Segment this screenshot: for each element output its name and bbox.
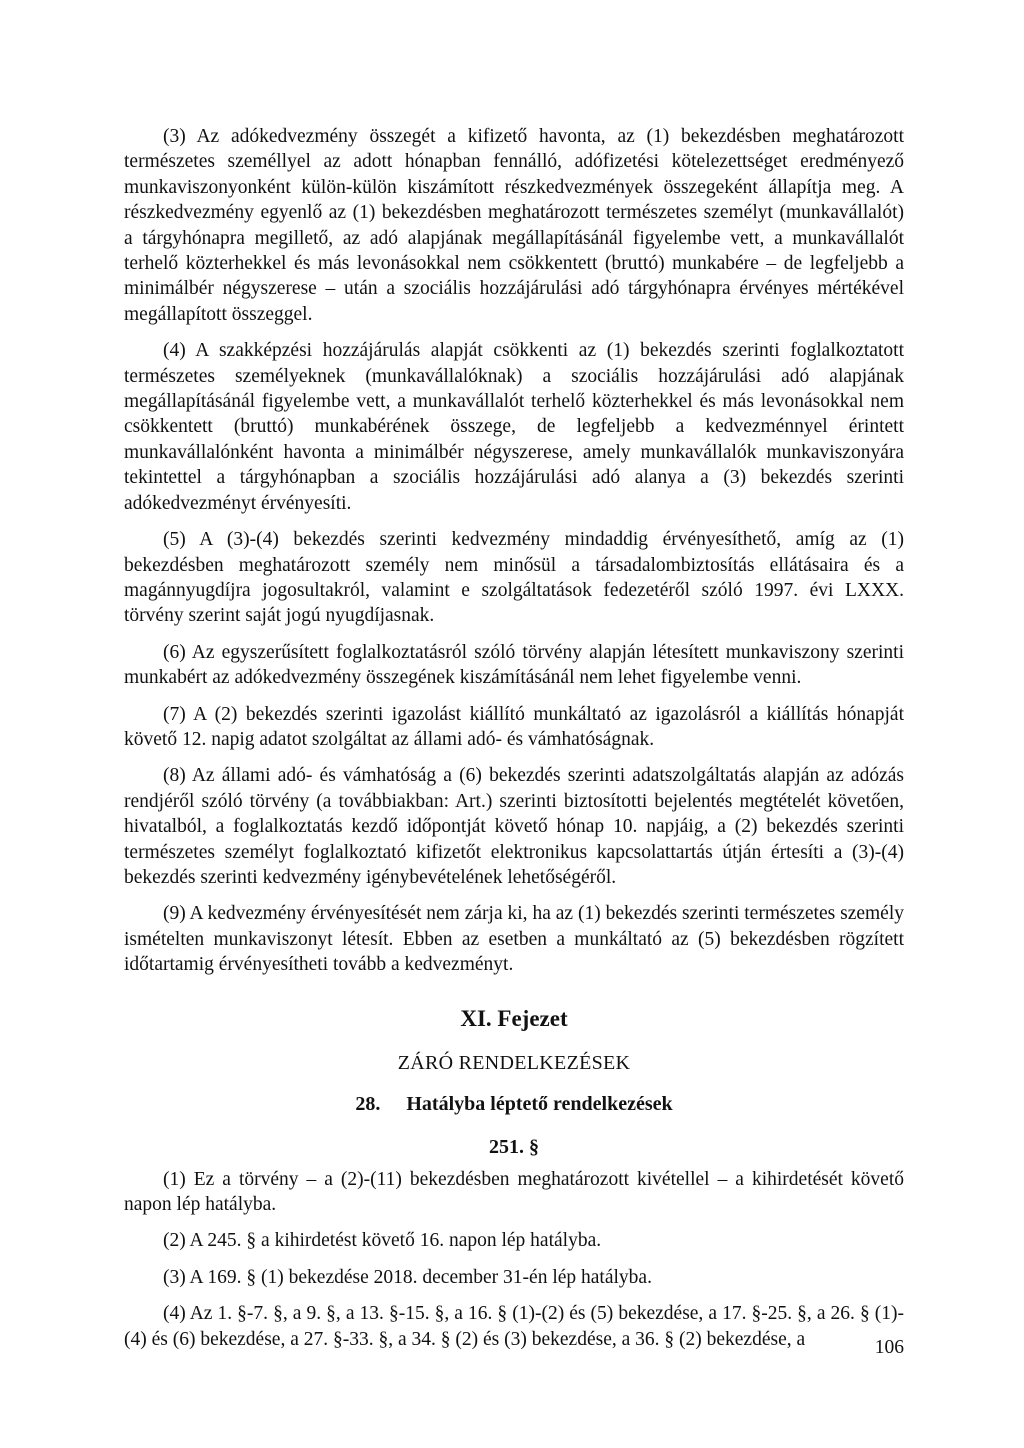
section-251-paragraph-1: (1) Ez a törvény – a (2)-(11) bekezdésben meghatározott kivétellel – a kihirdetését követő napon lép hatályba. [124, 1168, 904, 1215]
section-251-paragraph-3: (3) A 169. § (1) bekezdése 2018. december 31-én lép hatályba. [163, 1266, 652, 1288]
chapter-subtitle: ZÁRÓ RENDELKEZÉSEK [397, 1051, 631, 1074]
paragraph-sign: 251. § [489, 1135, 539, 1158]
chapter-title: XI. Fejezet [460, 1005, 568, 1031]
section-heading [124, 1093, 904, 1116]
paragraph-6: (6) Az egyszerűsített foglalkoztatásról szóló törvény alapján létesített munkaviszony szerinti munkabért az adókedvezmény összegének kiszámításánál nem lehet figyelembe venni. [124, 641, 904, 689]
paragraph-5: (5) A (3)-(4) bekezdés szerinti kedvezmény mindaddig érvényesíthető, amíg az (1) bekezdésben meghatározott személy nem minősül a társadalombiztosítás ellátásaira és a magánnyugdíjra jogosultakról, valamint e szolgáltatások fedezetéről szóló 1997. évi LXXX. törvény szerint saját jogú nyugdíjasnak. [124, 529, 904, 627]
section-title: Hatályba léptető rendelkezések [406, 1092, 673, 1115]
paragraph-4: (4) A szakképzési hozzájárulás alapját csökkenti az (1) bekezdés szerinti foglalkoztatott természetes személyeknek (munkavállalóknak) a szociális hozzájárulási adó alapjának megállapításánál figyelembe vett, a munkavállalót terhelő közterhekkel és más levonásokkal nem csökkentett (bruttó) munkabérének összege, de legfeljebb a kedvezménnyel érintett munkavállalónként havonta a minimálbér négyszerese, amely munkavállalók munkaviszonyára tekintettel a tárgyhónapban a szociális hozzájárulási adó alanya a (3) bekezdés szerinti adókedvezményt érvényesíti. [124, 340, 904, 514]
paragraph-9: (9) A kedvezmény érvényesítését nem zárja ki, ha az (1) bekezdés szerinti természetes személy ismételten munkaviszonyt létesít. Ebben az esetben a munkáltató az (5) bekezdésben rögzített időtartamig érvényesítheti tovább a kedvezményt. [124, 903, 904, 976]
paragraph-7: (7) A (2) bekezdés szerinti igazolást kiállító munkáltató az igazolásról a kiállítás hónapját követő 12. napig adatot szolgáltat az állami adó- és vámhatóságnak. [124, 703, 904, 750]
paragraph-3: (3) Az adókedvezmény összegét a kifizető havonta, az (1) bekezdésben meghatározott természetes személlyel az adott hónapban fennálló, adófizetési kötelezettséget eredményező munkaviszonyonként külön-külön kiszámított részkedvezmények összegeként állapítja meg. A részkedvezmény egyenlő az (1) bekezdésben meghatározott természetes személyt (munkavállalót) a tárgyhónapra megillető, az adó alapjának megállapításánál figyelembe vett, a munkavállalót terhelő közterhekkel és más levonásokkal nem csökkentett (bruttó) munkabére – de legfeljebb a minimálbér négyszerese – után a szociális hozzájárulási adó tárgyhónapra érvényes mértékével megállapított összeggel. [124, 126, 904, 325]
section-251-paragraph-4: (4) Az 1. §-7. §, a 9. §, a 13. §-15. §, a 16. § (1)-(2) és (5) bekezdése, a 17. §-25. §, a 26. § (1)-(4) és (6) bekezdése, a 27. §-33. §, a 34. § (2) és (3) bekezdése, a 36. § (2) bekezdése, a [124, 1303, 904, 1350]
page-number: 106 [874, 1337, 904, 1358]
section-number: 28. [355, 1092, 381, 1115]
section-251-paragraph-2: (2) A 245. § a kihirdetést követő 16. napon lép hatályba. [163, 1230, 602, 1252]
paragraph-8: (8) Az állami adó- és vámhatóság a (6) bekezdés szerinti adatszolgáltatás alapján az adózás rendjéről szóló törvény (a továbbiakban: Art.) szerinti biztosítotti bejelentés megtételét követően, hivatalból, a foglalkoztatás kezdő időpontját követő hónap 10. napjáig, a (2) bekezdés szerinti természetes személyt foglalkoztató kifizetőt elektronikus kapcsolattartás útján értesíti a (3)-(4) bekezdés szerinti kedvezmény igénybevételének lehetőségéről. [124, 765, 904, 888]
document-page [124, 124, 904, 1363]
